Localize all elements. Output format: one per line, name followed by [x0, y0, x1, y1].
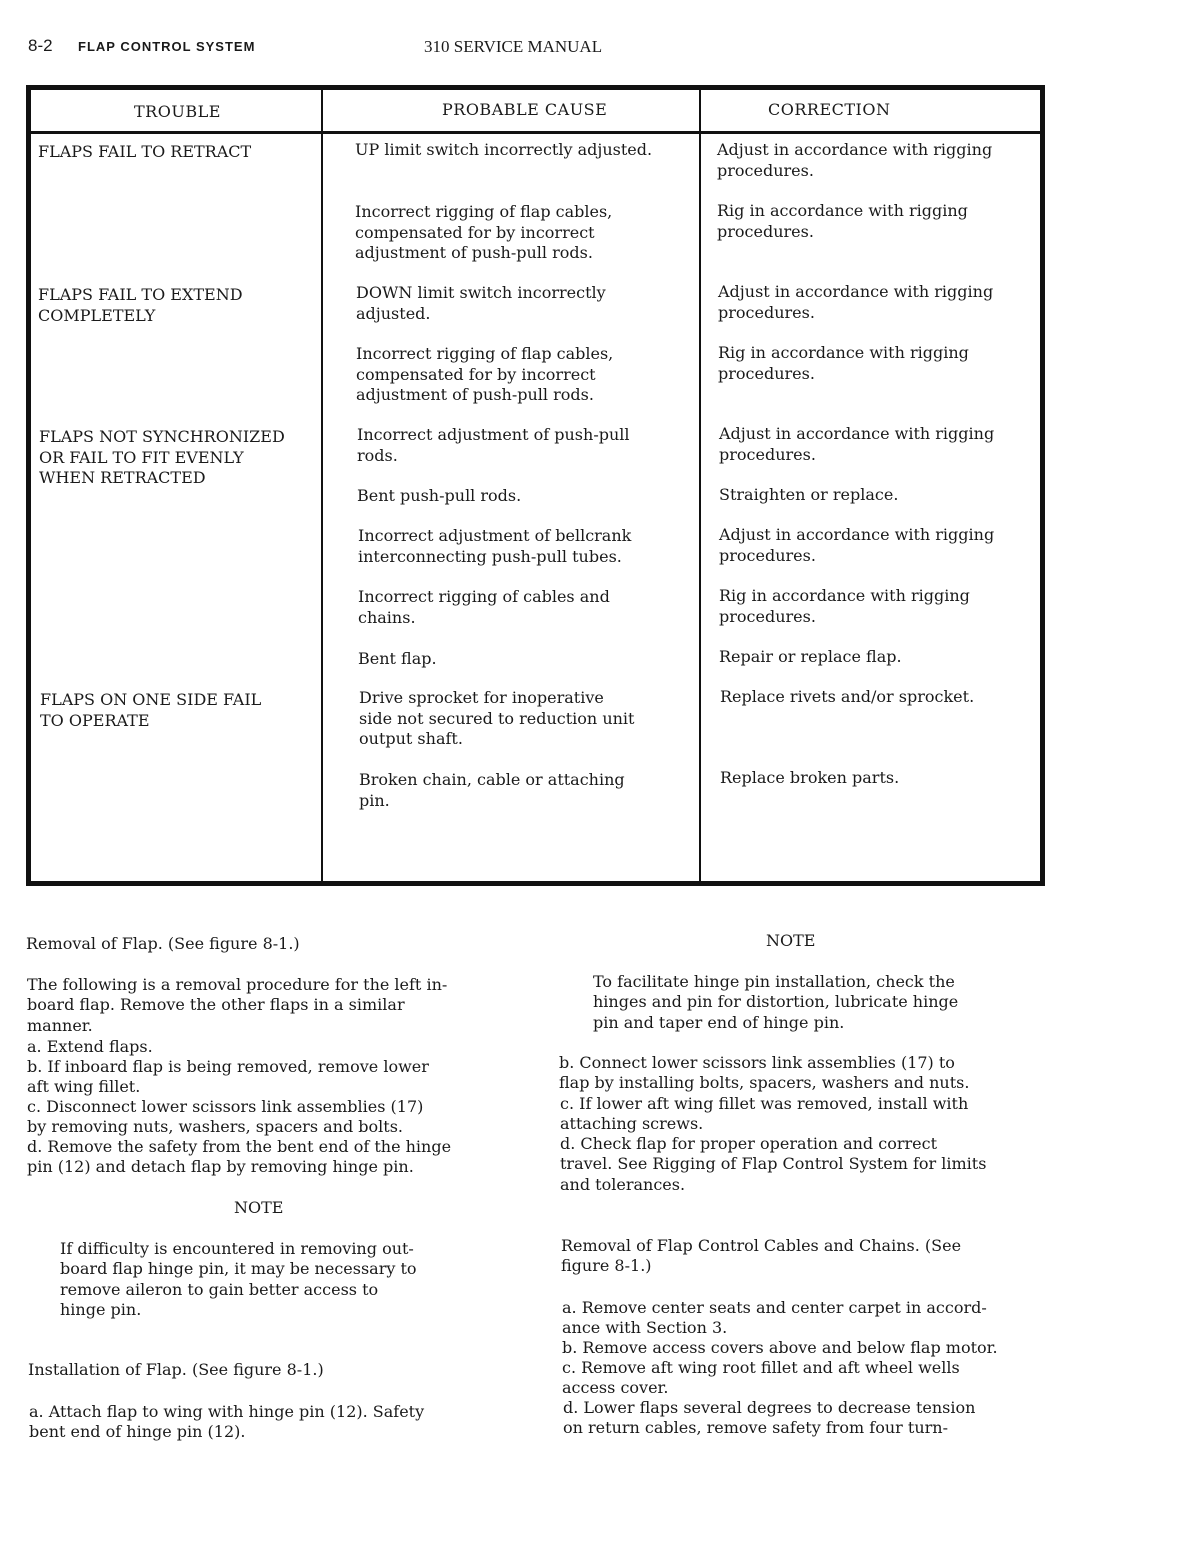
cause-cell: Incorrect rigging of flap cables, compensated for by incorrect adjustment of push-pull rods. [356, 344, 614, 404]
removal-step: a. Extend flaps. [27, 1037, 153, 1056]
removal-step: b. If inboard flap is being removed, remove lower aft wing fillet. [27, 1057, 429, 1097]
trouble-cell: FLAPS NOT SYNCHRONIZED OR FAIL TO FIT EVENLY WHEN RETRACTED [39, 427, 285, 487]
removal-step: c. Disconnect lower scissors link assemblies (17) by removing nuts, washers, spacers and bolts. [27, 1097, 424, 1137]
cause-cell: UP limit switch incorrectly adjusted. [355, 140, 653, 159]
page-number: 8-2 [28, 36, 53, 55]
trouble-cell: FLAPS FAIL TO EXTEND COMPLETELY [38, 285, 243, 325]
column-header-probable-cause: PROBABLE CAUSE [442, 100, 608, 119]
cables-step: a. Remove center seats and center carpet in accord- ance with Section 3. [562, 1298, 987, 1338]
cables-step: d. Lower flaps several degrees to decrease tension on return cables, remove safety from four turn- [563, 1398, 976, 1438]
column-divider [321, 90, 323, 881]
trouble-cell: FLAPS ON ONE SIDE FAIL TO OPERATE [40, 690, 262, 730]
troubleshooting-table [26, 85, 1045, 886]
section-title: FLAP CONTROL SYSTEM [78, 39, 256, 54]
installation-step: d. Check flap for proper operation and correct travel. See Rigging of Flap Control System for limits and tolerances. [560, 1134, 987, 1194]
column-header-correction: CORRECTION [768, 100, 891, 119]
manual-title: 310 SERVICE MANUAL [424, 37, 603, 56]
correction-cell: Adjust in accordance with rigging procedures. [719, 525, 995, 565]
note-heading: NOTE [234, 1198, 284, 1217]
correction-cell: Repair or replace flap. [719, 647, 902, 666]
correction-cell: Straighten or replace. [719, 485, 899, 504]
column-divider [699, 90, 701, 881]
cause-cell: Bent push-pull rods. [357, 486, 522, 505]
header-divider [31, 131, 1040, 134]
correction-cell: Rig in accordance with rigging procedures. [717, 201, 968, 241]
correction-cell: Adjust in accordance with rigging procedures. [718, 282, 994, 322]
cause-cell: Bent flap. [358, 649, 437, 668]
cables-removal-heading: Removal of Flap Control Cables and Chains. (See figure 8-1.) [561, 1236, 962, 1276]
cause-cell: Incorrect adjustment of push-pull rods. [357, 425, 630, 465]
removal-intro: The following is a removal procedure for the left in- board flap. Remove the other flaps in a similar manner. [27, 975, 448, 1035]
column-header-trouble: TROUBLE [134, 102, 221, 121]
cause-cell: Incorrect rigging of flap cables, compensated for by incorrect adjustment of push-pull rods. [355, 202, 613, 262]
correction-cell: Adjust in accordance with rigging procedures. [717, 140, 993, 180]
note-text: To facilitate hinge pin installation, check the hinges and pin for distortion, lubricate hinge pin and taper end of hinge pin. [593, 972, 959, 1032]
installation-step: a. Attach flap to wing with hinge pin (12). Safety bent end of hinge pin (12). [29, 1402, 425, 1442]
correction-cell: Replace broken parts. [720, 768, 900, 787]
correction-cell: Rig in accordance with rigging procedures. [718, 343, 969, 383]
cause-cell: Drive sprocket for inoperative side not secured to reduction unit output shaft. [359, 688, 635, 748]
installation-step: c. If lower aft wing fillet was removed, install with attaching screws. [560, 1094, 969, 1134]
cables-step: b. Remove access covers above and below flap motor. [562, 1338, 998, 1357]
note-heading: NOTE [766, 931, 816, 950]
correction-cell: Replace rivets and/or sprocket. [720, 687, 975, 706]
trouble-cell: FLAPS FAIL TO RETRACT [38, 142, 252, 161]
cause-cell: Incorrect adjustment of bellcrank interconnecting push-pull tubes. [358, 526, 632, 566]
correction-cell: Rig in accordance with rigging procedures. [719, 586, 970, 626]
removal-step: d. Remove the safety from the bent end of the hinge pin (12) and detach flap by removing hinge pin. [27, 1137, 452, 1177]
removal-of-flap-heading: Removal of Flap. (See figure 8-1.) [26, 934, 300, 953]
installation-of-flap-heading: Installation of Flap. (See figure 8-1.) [28, 1360, 324, 1379]
cause-cell: DOWN limit switch incorrectly adjusted. [356, 283, 606, 323]
cause-cell: Broken chain, cable or attaching pin. [359, 770, 625, 810]
installation-step: b. Connect lower scissors link assemblies (17) to flap by installing bolts, spacers, washers and nuts. [559, 1053, 970, 1093]
cables-step: c. Remove aft wing root fillet and aft wheel wells access cover. [562, 1358, 960, 1398]
note-text: If difficulty is encountered in removing out- board flap hinge pin, it may be necessary to remove aileron to gain better access to hinge pin. [60, 1239, 417, 1319]
cause-cell: Incorrect rigging of cables and chains. [358, 587, 610, 627]
correction-cell: Adjust in accordance with rigging procedures. [719, 424, 995, 464]
